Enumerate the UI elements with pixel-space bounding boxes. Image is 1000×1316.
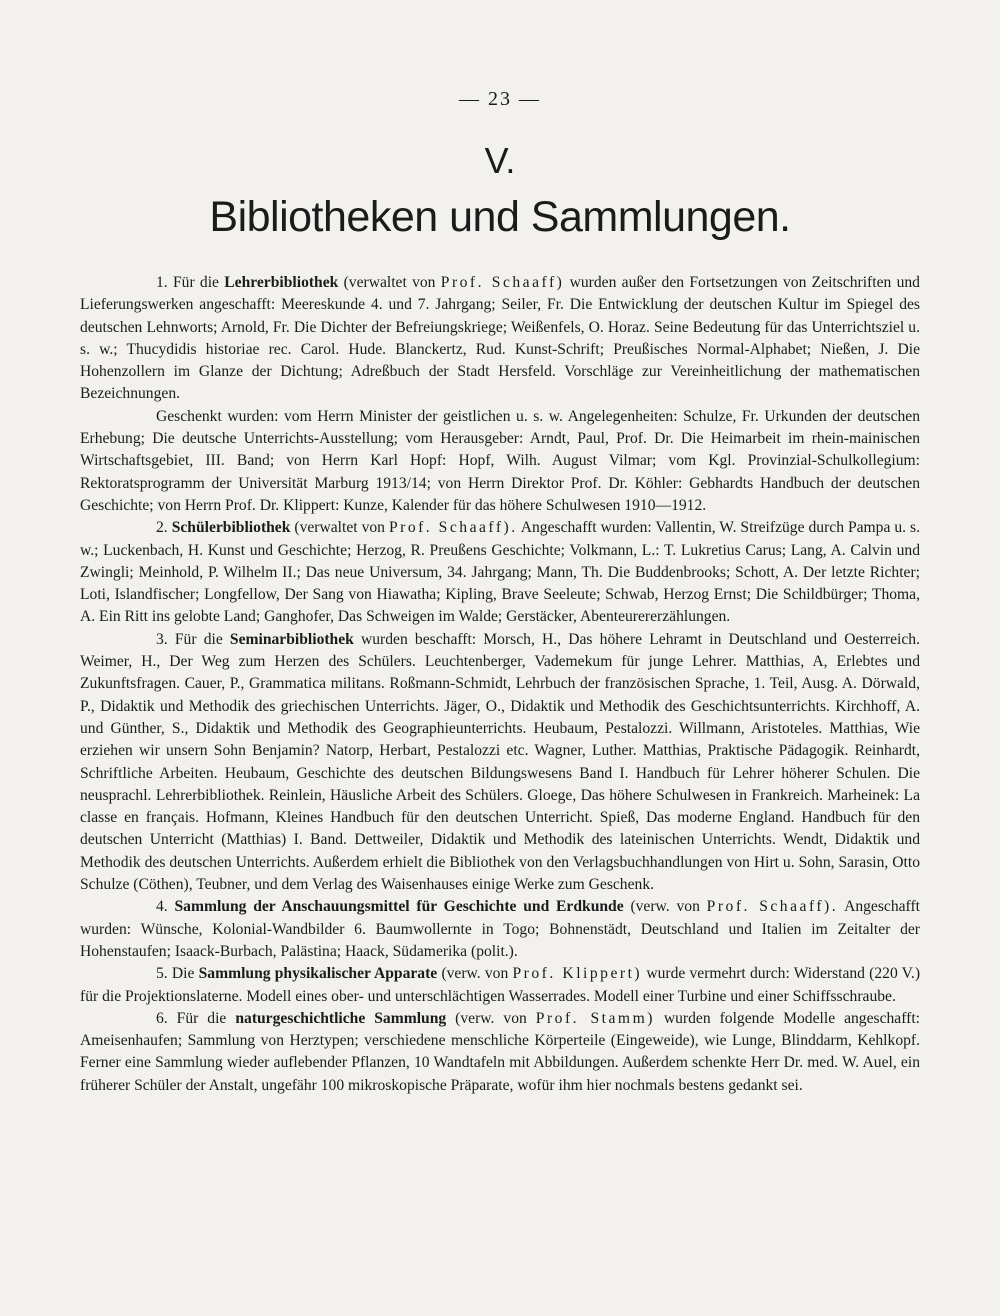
section-title: Sammlung physikalischer Apparate [198, 965, 438, 983]
section-curator: Prof. Schaaff). [706, 898, 839, 916]
section-curator: Prof. Klippert) [512, 965, 643, 983]
page-title: Bibliotheken und Sammlungen. [209, 193, 791, 241]
section-number: 4. [156, 898, 168, 916]
section-text: wurden folgende Modelle angeschafft: Ameisenhaufen; Sammlung von Herztypen; verschiedene menschliche Körperteile (Eingeweide), wie Lunge, Blinddarm, Kehlkopf. Ferner eine Sammlung wieder auflebender Pflanzen, 10 Wandtafeln mit Abbildungen. Außerdem schenkte Herr Dr. med. W. Auel, ein früherer Schüler der Anstalt, ungefähr 100 mikroskopische Präparate, wofür ihm hier nochmals bestens gedankt sei. [80, 1009, 920, 1094]
section-curator: Prof. Stamm) [535, 1009, 655, 1027]
body-text [80, 272, 920, 1097]
paragraph-anschauungsmittel [80, 896, 920, 963]
paragraph-naturgeschichtliche-sammlung [80, 1008, 920, 1097]
section-number: 2. [156, 519, 168, 537]
section-text: wurden beschafft: Morsch, H., Das höhere Lehramt in Deutschland und Oesterreich. Weimer, H., Der Weg zum Herzen des Schülers. Leuchtenberger, Vademekum für junge Lehrer. Matthias, A, Erlebtes und Zukunftsfragen. Cauer, P., Grammatica militans. Roßmann-Schmidt, Lehrbuch der französischen Sprache, 1. Teil, Ausg. A. Dörwald, P., Didaktik und Methodik des griechischen Unterrichts. Jäger, O., Didaktik und Methodik des Geschichtsunterrichts. Kirchhoff, A. und Günther, S., Didaktik und Methodik des Geographieunterrichts. Heubaum, Pestalozzi. Willmann, Aristoteles. Matthias, Wie erziehen wir unsern Sohn Benjamin? Natorp, Herbart, Pestalozzi etc. Wagner, Luther. Matthias, Praktische Pädagogik. Reinhardt, Schriftliche Arbeiten. Heubaum, Geschichte des deutschen Bildungswesens Band I. Handbuch für Lehrer höherer Schulen. Die neusprachl. Lehrerbibliothek. Reinlein, Häusliche Arbeit des Schülers. Gloege, Das höhere Schulwesen in Frankreich. Marheinek: La classe en français. Hofmann, Kleines Handbuch für den deutschen Unterricht. Spieß, Das moderne England. Handbuch für den deutschen Unterricht (Matthias) I. Band. Dettweiler, Didaktik und Methodik des lateinischen Unterrichts. Wendt, Didaktik und Methodik des deutschen Unterrichts. Außerdem erhielt die Bibliothek von den Verlagsbuchhandlungen von Hirt u. Sohn, Sarasin, Otto Schulze (Cöthen), Teubner, und dem Verlag des Waisenhauses einige Werke zum Geschenk. [80, 630, 920, 894]
section-number: 6. Für die [156, 1009, 227, 1027]
section-text: wurde vermehrt durch: Widerstand (220 V.) für die Projektionslaterne. Modell eines ober- und unterschlächtigen Wasserrades. Modell einer Turbine und einer Schiffsschraube. [80, 965, 921, 1005]
section-pre: (verwaltet von [343, 274, 436, 291]
paragraph-physikalische-apparate [80, 963, 920, 1008]
section-number: 5. Die [156, 965, 195, 983]
section-curator: Prof. Schaaff) [440, 274, 565, 291]
section-text: Angeschafft wurden: Wünsche, Kolonial-Wandbilder 6. Baumwollernte in Togo; Bohnenstädt, Deutschland und Italien im Zeitalter der Hohenstaufen; Isaack-Burbach, Palästina; Haack, Südamerika (polit.). [80, 898, 920, 960]
page-number: — 23 — [459, 88, 541, 110]
section-title: Sammlung der Anschauungsmittel für Geschichte und Erdkunde [174, 898, 624, 916]
paragraph-geschenkt: Geschenkt wurden: vom Herrn Minister der geistlichen u. s. w. Angelegenheiten: Schulze, Fr. Urkunden der deutschen Erhebung; Die deutsche Unterrichts-Ausstellung; vom Herausgeber: Arndt, Paul, Prof. Dr. Die Heimarbeit im rhein-mainischen Wirtschaftsgebiet, III. Band; von Herrn Karl Hopf: Hopf, Wilh. August Vilmar; vom Kgl. Provinzial-Schulkollegium: Rektoratsprogramm der Universität Marburg 1913/14; von Herrn Direktor Prof. Dr. Köhler: Gebhardts Handbuch der deutschen Geschichte; von Herrn Prof. Dr. Klippert: Kunze, Kalender für das höhere Schulwesen 1910—1912. [80, 407, 920, 514]
paragraph-schuelerbibliothek [80, 517, 920, 628]
section-text: Angeschafft wurden: Vallentin, W. Streifzüge durch Pampa u. s. w.; Luckenbach, H. Kunst und Geschichte; Herzog, R. Preußens Geschichte; Volkmann, L.: T. Lukretius Carus; Lang, A. Calvin und Zwingli; Meinhold, P. Wilhelm II.; Das neue Universum, 34. Jahrgang; Mann, Th. Die Buddenbrooks; Schott, A. Der letzte Richter; Loti, Islandfischer; Longfellow, Der Sang von Hiawatha; Kipling, Brave Seeleute; Schwab, Herzog Ernst; Die Schildbürger; Thoma, A. Ein Ritt ins gelobte Land; Ganghofer, Das Schweigen im Walde; Gerstäcker, Abenteurererzählungen. [80, 519, 921, 626]
section-title: naturgeschichtliche Sammlung [235, 1009, 447, 1027]
section-text: wurden außer den Fortsetzungen von Zeitschriften und Lieferungswerken angeschafft: Meereskunde 4. und 7. Jahrgang; Seiler, Fr. Die Entwicklung der deutschen Kultur im Spiegel des deutschen Lehnworts; Arnold, Fr. Die Dichter der Befreiungskriege; Weißenfels, O. Horaz. Seine Bedeutung für das Unterrichtsziel u. s. w.; Thucydidis historiae rec. Carol. Hude. Blanckertz, Rud. Kunst-Schrift; Preußisches Normal-Alphabet; Nießen, J. Die Hohenzollern im Glanze der Dichtung; Adreßbuch der Stadt Hersfeld. Vorschläge zur Vereinheitlichung der mathematischen Bezeichnungen. [80, 274, 920, 403]
section-title: Lehrerbibliothek [224, 274, 339, 291]
section-pre: (verwaltet von [294, 519, 385, 537]
section-pre: (verw. von [455, 1009, 527, 1027]
paragraph-lehrerbibliothek [80, 272, 920, 406]
section-number: 1. Für die [156, 274, 219, 291]
section-curator: Prof. Schaaff). [388, 519, 518, 537]
section-title: Seminarbibliothek [229, 630, 354, 648]
section-number: 3. Für die [156, 630, 223, 648]
chapter-number: V. [484, 140, 516, 181]
paragraph-seminarbibliothek [80, 629, 920, 897]
section-pre: (verw. von [630, 898, 700, 916]
section-title: Schülerbibliothek [171, 519, 291, 537]
section-pre: (verw. von [441, 965, 509, 983]
